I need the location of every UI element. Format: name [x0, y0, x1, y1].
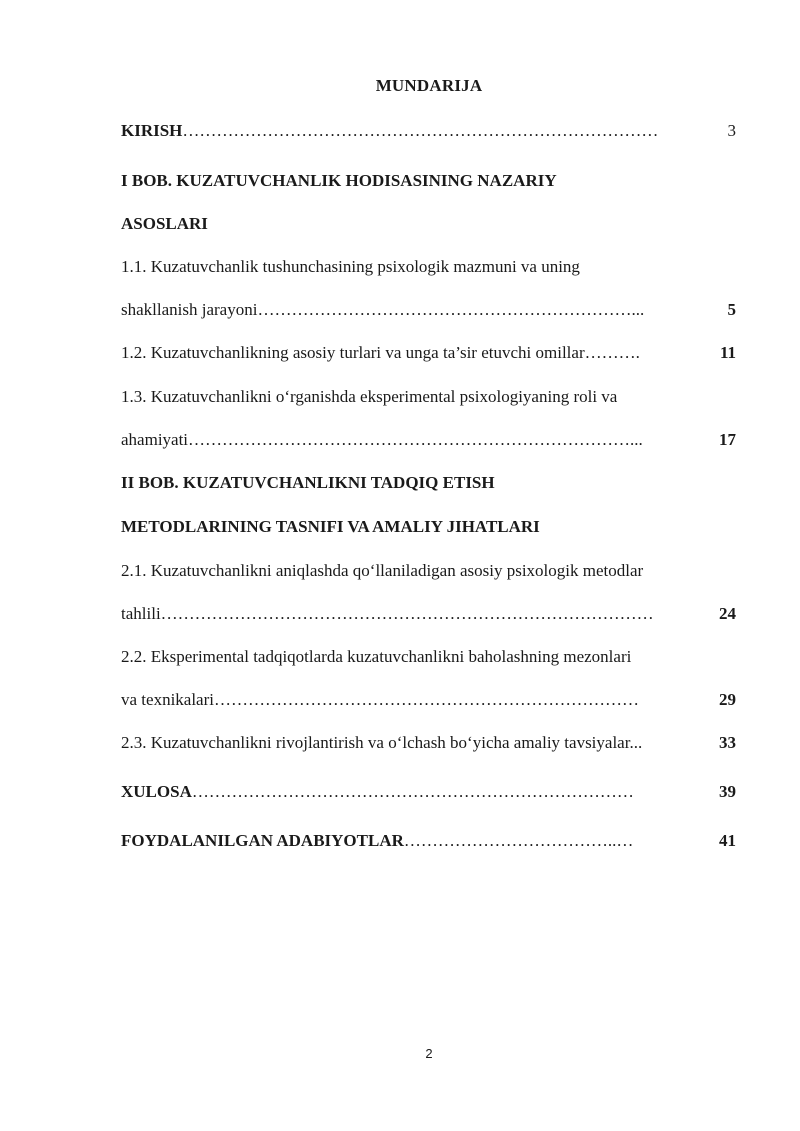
toc-chapter-2-title[interactable]: II BOB. KUZATUVCHANLIKNI TADQIQ ETISH	[121, 473, 495, 492]
leader-dots: ……………………………………………………………………	[191, 782, 634, 801]
entry-text: shakllanish jarayoni	[121, 300, 258, 319]
toc-entry-xulosa[interactable]	[121, 781, 634, 803]
toc-entry-2-3[interactable]	[121, 732, 642, 754]
entry-text: 2.3. Kuzatuvchanlikni rivojlantirish va o‘lchash bo‘yicha amaliy tavsiyalar	[121, 733, 630, 752]
entry-text: tahlili	[121, 604, 161, 623]
toc-entry-2-2[interactable]: 2.2. Eksperimental tadqiqotlarda kuzatuvchanlikni baholashning mezonlari	[121, 647, 632, 666]
page-number: 33	[719, 733, 736, 752]
toc-entry-2-2-cont[interactable]	[121, 689, 639, 711]
leader-dots: ……………………………………………………………………...	[188, 430, 643, 449]
leader-dots: ...	[629, 733, 643, 752]
toc-chapter-2-title-cont[interactable]: METODLARINING TASNIFI VA AMALIY JIHATLARI	[121, 517, 540, 536]
entry-text: KIRISH	[121, 121, 183, 140]
page-number: 39	[719, 782, 736, 801]
page-number: 24	[719, 604, 736, 623]
toc-entry-1-1-cont[interactable]	[121, 299, 644, 321]
toc-entry-1-3-cont[interactable]	[121, 429, 643, 451]
entry-text: 1.2. Kuzatuvchanlikning asosiy turlari va unga ta’sir etuvchi omillar	[121, 343, 585, 362]
entry-text: FOYDALANILGAN ADABIYOTLAR	[121, 831, 404, 850]
toc-chapter-1-title[interactable]: I BOB. KUZATUVCHANLIK HODISASINING NAZARIY	[121, 171, 557, 190]
page-number: 3	[727, 121, 736, 140]
leader-dots: ……………………………………………………………………………	[160, 604, 654, 623]
leader-dots: …………………………………………………………………………	[182, 121, 659, 140]
page-number: 41	[719, 831, 736, 850]
page-number: 17	[719, 430, 736, 449]
toc-entry-1-3[interactable]: 1.3. Kuzatuvchanlikni o‘rganishda eksperimental psixologiyaning roli va	[121, 387, 618, 406]
entry-text: XULOSA	[121, 782, 192, 801]
toc-entry-1-1[interactable]: 1.1. Kuzatuvchanlik tushunchasining psixologik mazmuni va uning	[121, 257, 580, 276]
leader-dots: ……….	[584, 343, 640, 362]
page-number: 29	[719, 690, 736, 709]
toc-title: MUNDARIJA	[375, 76, 483, 95]
toc-entry-2-1[interactable]: 2.1. Kuzatuvchanlikni aniqlashda qo‘llaniladigan asosiy psixologik metodlar	[121, 561, 644, 580]
leader-dots: ………………………………..…	[403, 831, 634, 850]
toc-entry-2-1-cont[interactable]	[121, 603, 654, 625]
toc-chapter-1-title-cont[interactable]: ASOSLARI	[121, 214, 208, 233]
page-number: 11	[719, 343, 736, 362]
leader-dots: …………………………………………………………...	[257, 300, 645, 319]
entry-text: ahamiyati	[121, 430, 189, 449]
leader-dots: …………………………………………………………………	[214, 690, 639, 709]
footer-page-number: 2	[425, 1046, 433, 1061]
toc-entry-kirish[interactable]	[121, 120, 658, 142]
toc-entry-1-2[interactable]	[121, 342, 640, 364]
entry-text: va texnikalari	[121, 690, 214, 709]
toc-entry-references[interactable]	[121, 830, 633, 852]
page-number: 5	[727, 300, 736, 319]
